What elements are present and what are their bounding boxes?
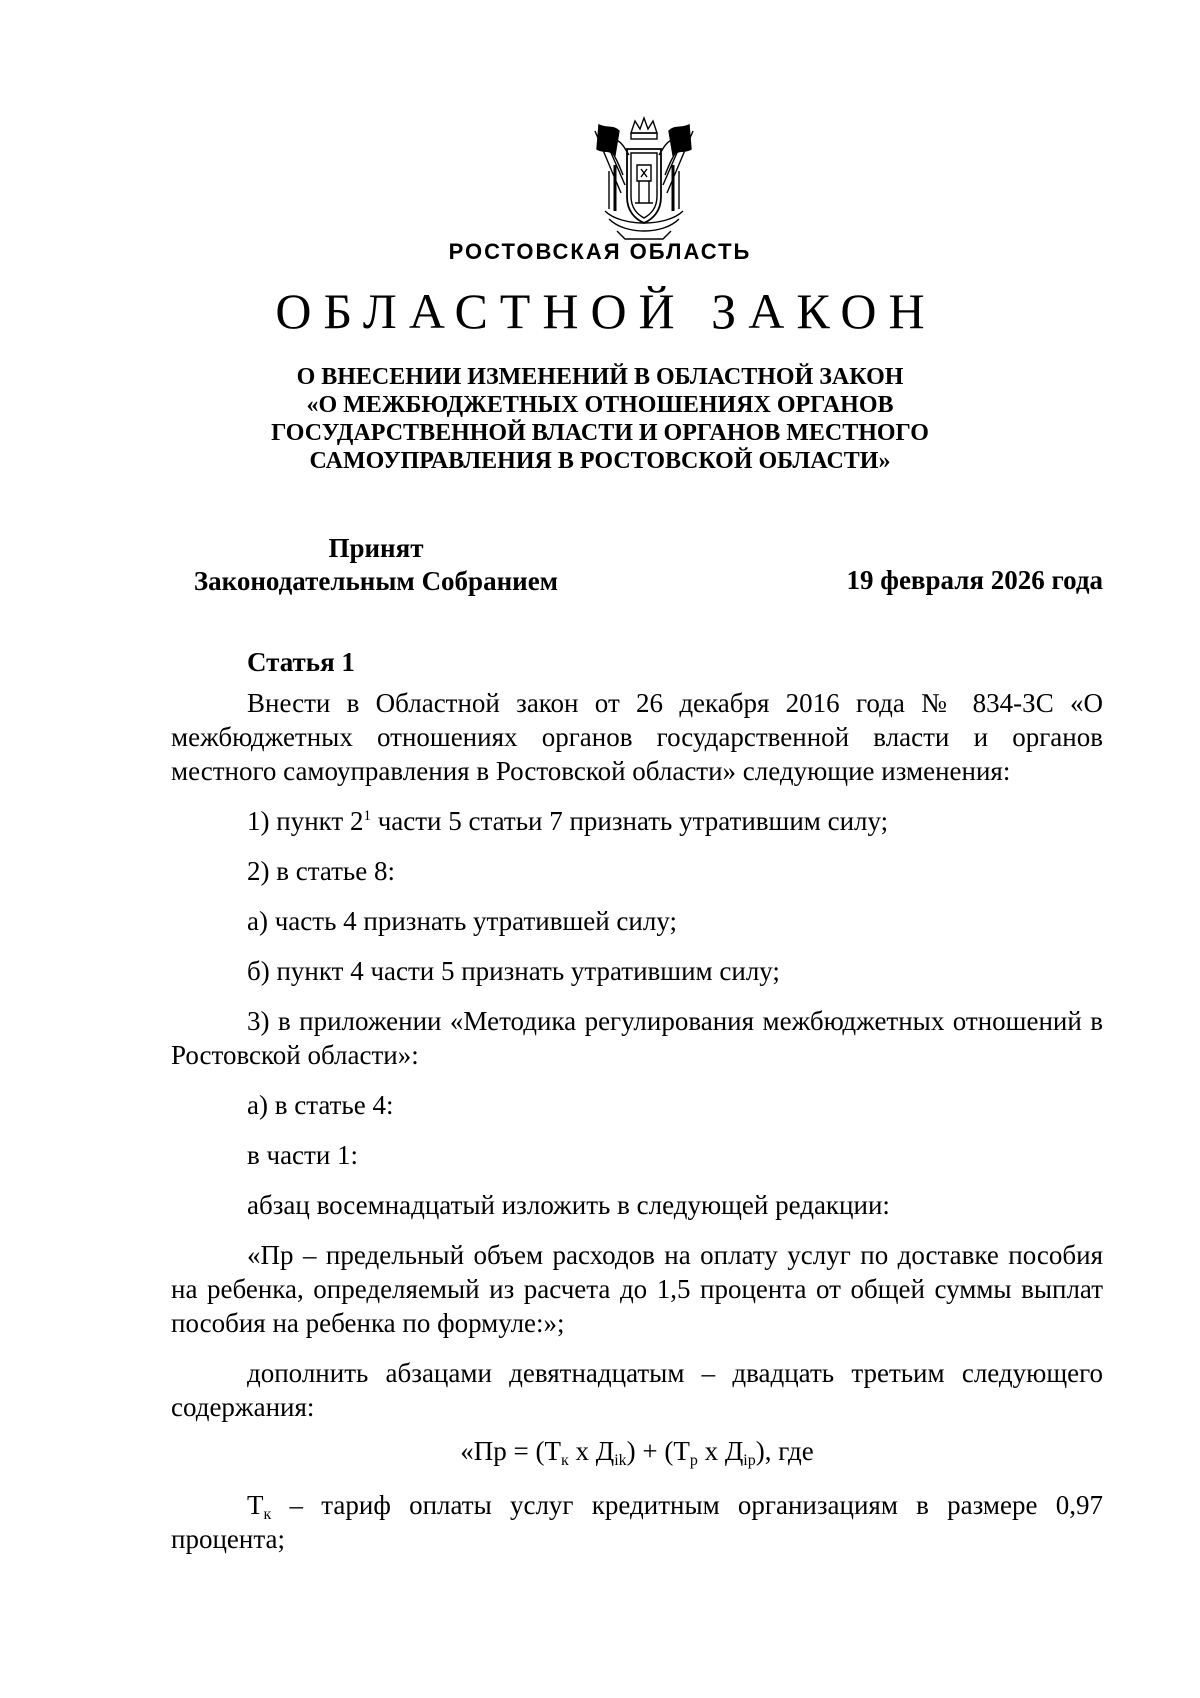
formula-part: х Д bbox=[697, 1436, 744, 1466]
item-text: 1) пункт 2 bbox=[247, 806, 364, 836]
law-title-line: О ВНЕСЕНИИ ИЗМЕНЕНИЙ В ОБЛАСТНОЙ ЗАКОН bbox=[296, 364, 904, 390]
item-text: части 5 статьи 7 признать утратившим силу; bbox=[370, 806, 889, 836]
definition-text: – тариф оплаты услуг кредитным организациям в размере 0,97 процента; bbox=[171, 1490, 1103, 1554]
law-title-line: «О МЕЖБЮДЖЕТНЫХ ОТНОШЕНИЯХ ОРГАНОВ bbox=[306, 392, 894, 418]
adoption-label bbox=[176, 532, 576, 598]
formula-subscript: ik bbox=[614, 1452, 627, 1469]
formula-subscript: к bbox=[561, 1452, 569, 1469]
formula-part: ), где bbox=[755, 1436, 814, 1466]
law-title bbox=[0, 363, 1200, 475]
law-title-line: ГОСУДАРСТВЕННОЙ ВЛАСТИ И ОРГАНОВ МЕСТНОГО bbox=[271, 420, 929, 446]
formula-part: ) + (Т bbox=[626, 1436, 690, 1466]
amendment-item: 3) в приложении «Методика регулирования межбюджетных отношений в Ростовской области»: bbox=[171, 1006, 1103, 1070]
formula-part: «Пр = (Т bbox=[460, 1436, 562, 1466]
formula-subscript: р bbox=[689, 1452, 698, 1469]
article-intro: Внести в Областной закон от 26 декабря 2016 года № 834-ЗС «О межбюджетных отношениях органов государственной власти и органов местного самоуправления в Ростовской области» следующие изменения: bbox=[171, 688, 1103, 786]
amendment-paragraph: абзац восемнадцатый изложить в следующей редакции: bbox=[247, 1190, 890, 1220]
amendment-part: в части 1: bbox=[247, 1140, 359, 1170]
definition-paragraph bbox=[171, 1488, 1103, 1556]
amendment-subitem: а) в статье 4: bbox=[247, 1090, 394, 1120]
amendment-subitem: а) часть 4 признать утратившей силу; bbox=[247, 906, 677, 936]
adoption-date: 19 февраля 2026 года bbox=[846, 565, 1103, 595]
amendment-item bbox=[171, 804, 1103, 838]
definition-symbol: Т bbox=[247, 1490, 264, 1520]
law-title-line: САМОУПРАВЛЕНИЯ В РОСТОВСКОЙ ОБЛАСТИ» bbox=[309, 448, 891, 474]
amendment-paragraph: дополнить абзацами девятнадцатым – двадцать третьим следующего содержания: bbox=[171, 1358, 1103, 1422]
adoption-label-line: Принят bbox=[328, 533, 424, 563]
region-name: РОСТОВСКАЯ ОБЛАСТЬ bbox=[448, 239, 752, 264]
formula-subscript: ip bbox=[743, 1452, 756, 1469]
formula bbox=[171, 1434, 1103, 1468]
definition-subscript: к bbox=[263, 1506, 272, 1523]
law-type-heading: ОБЛАСТНОЙ ЗАКОН bbox=[275, 283, 937, 339]
formula-part: х Д bbox=[568, 1436, 615, 1466]
adoption-label-line: Законодательным Собранием bbox=[193, 566, 559, 596]
amendment-subitem: б) пункт 4 части 5 признать утратившим силу; bbox=[247, 956, 780, 986]
item-superscript: 1 bbox=[363, 808, 371, 824]
quoted-paragraph: «Пр – предельный объем расходов на оплату услуг по доставке пособия на ребенка, определяемый из расчета до 1,5 процента от общей суммы выплат пособия на ребенка по формуле:»; bbox=[171, 1240, 1103, 1338]
article-body bbox=[171, 686, 1103, 1572]
amendment-item: 2) в статье 8: bbox=[247, 856, 395, 886]
coat-of-arms-icon bbox=[585, 115, 703, 243]
article-heading: Статья 1 bbox=[247, 647, 355, 677]
